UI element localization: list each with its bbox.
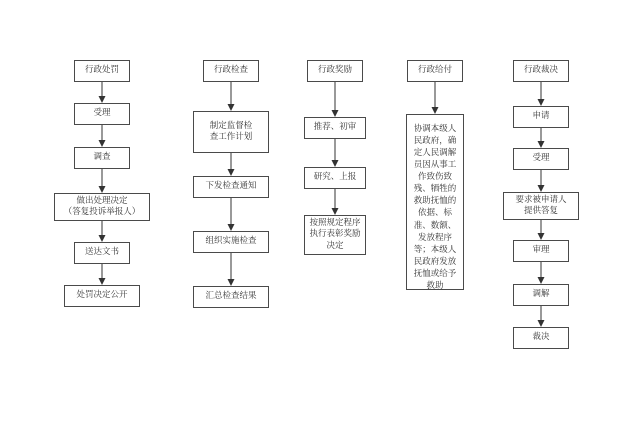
col5-step-1-box: 申请 <box>513 106 569 128</box>
col1-title-box: 行政处罚 <box>74 60 130 82</box>
col3-step-1-box: 推荐、初审 <box>304 117 366 139</box>
col1-step-1-box: 受理 <box>74 103 130 125</box>
col5-title-box: 行政裁决 <box>513 60 569 82</box>
col5-step-6-box: 裁决 <box>513 327 569 349</box>
col5-step-4-box: 审理 <box>513 240 569 262</box>
col5-step-2-box: 受理 <box>513 148 569 170</box>
col2-step-3-box: 组织实施检查 <box>193 231 269 253</box>
col5-step-5-box: 调解 <box>513 284 569 306</box>
col3-title-box: 行政奖励 <box>307 60 363 82</box>
col3-step-3-box: 按照规定程序 执行表彰奖励 决定 <box>304 215 366 255</box>
col2-step-1-box: 制定监督检 查工作计划 <box>193 111 269 153</box>
col2-step-4-box: 汇总检查结果 <box>193 286 269 308</box>
col5-step-3-box: 要求被申请人 提供答复 <box>503 192 579 220</box>
col4-title-box: 行政给付 <box>407 60 463 82</box>
col2-step-2-box: 下发检查通知 <box>193 176 269 198</box>
col2-title-box: 行政检查 <box>203 60 259 82</box>
col4-step-1-box: 协调本级人 民政府，确 定人民调解 员因从事工 作致伤致 残、牺牲的 救助抚恤的 依据、标 准、数额、 发放程序 等；本级人 民政府发放 抚恤或给予 救助 <box>406 114 464 290</box>
col1-step-3-box: 做出处理决定 （答复投诉举报人） <box>54 193 150 221</box>
col1-step-4-box: 送达文书 <box>74 242 130 264</box>
col1-step-2-box: 调查 <box>74 147 130 169</box>
col1-step-5-box: 处罚决定公开 <box>64 285 140 307</box>
col3-step-2-box: 研究、上报 <box>304 167 366 189</box>
